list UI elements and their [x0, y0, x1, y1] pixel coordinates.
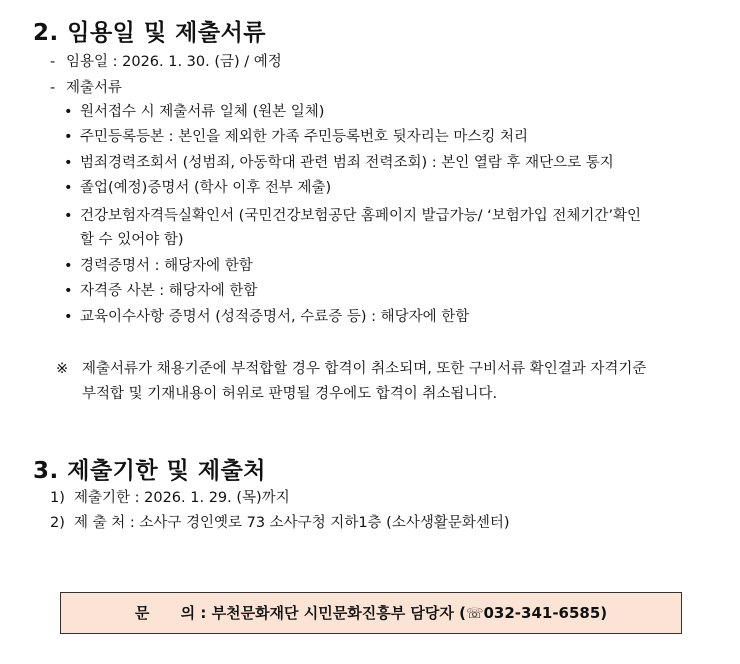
- document-list-item: [64, 178, 331, 198]
- cancellation-note: [56, 359, 646, 379]
- bullet-marker: •: [64, 104, 73, 120]
- document-text: 건강보험자격득실확인서 (국민건강보험공단 홈페이지 발급가능/ ‘보험가입 전체기간’확인: [80, 208, 642, 224]
- document-text: 교육이수사항 증명서 (성적증명서, 수료증 등) : 해당자에 한함: [80, 309, 470, 325]
- document-list-item: [64, 256, 253, 276]
- document-text: 자격증 사본 : 해당자에 한함: [80, 283, 258, 299]
- bullet-marker: •: [64, 283, 73, 299]
- bullet-marker: •: [64, 208, 73, 224]
- document-text: 원서접수 시 제출서류 일체 (원본 일체): [80, 104, 325, 120]
- document-text-continuation: 할 수 있어야 함): [80, 232, 184, 248]
- dash-marker: -: [50, 54, 56, 70]
- document-text: 경력증명서 : 해당자에 한함: [80, 258, 253, 274]
- contact-department: 부천문화재단 시민문화진흥부 담당자 (: [211, 604, 466, 622]
- appointment-date-item: [50, 52, 282, 72]
- contact-phone: 032-341-6585): [483, 604, 608, 622]
- telephone-icon: ☏: [465, 606, 484, 622]
- section-3-heading: 3. 제출기한 및 제출처: [33, 458, 267, 484]
- bullet-marker: •: [64, 129, 73, 145]
- submission-place-item: [50, 513, 510, 533]
- submission-place-text: 제 출 처 : 소사구 경인옛로 73 소사구청 지하1층 (소사생활문화센터): [74, 515, 510, 531]
- document-list-item: [64, 281, 257, 301]
- document-text: 졸업(예정)증명서 (학사 이후 전부 제출): [80, 180, 332, 196]
- note-line-1: 제출서류가 채용기준에 부적합할 경우 합격이 취소되며, 또한 구비서류 확인결과 자격기준: [82, 361, 647, 377]
- document-list-item: [64, 102, 324, 122]
- contact-line: [61, 603, 681, 624]
- section-2-heading: 2. 임용일 및 제출서류: [33, 20, 267, 46]
- deadline-item: [50, 488, 290, 508]
- appointment-date-text: 임용일 : 2026. 1. 30. (금) / 예정: [66, 54, 282, 70]
- documents-item: [50, 78, 122, 98]
- document-text: 주민등록등본 : 본인을 제외한 가족 주민등록번호 뒷자리는 마스킹 처리: [80, 129, 528, 145]
- document-list-item: [64, 127, 528, 147]
- deadline-text: 제출기한 : 2026. 1. 29. (목)까지: [74, 490, 290, 506]
- contact-box: [60, 592, 682, 634]
- bullet-marker: •: [64, 258, 73, 274]
- note-line-2: 부적합 및 기재내용이 허위로 판명될 경우에도 합격이 취소됩니다.: [82, 386, 498, 402]
- dash-marker: -: [50, 80, 56, 96]
- bullet-marker: •: [64, 309, 73, 325]
- bullet-marker: •: [64, 180, 73, 196]
- contact-separator: :: [195, 604, 212, 622]
- document-list-item: [64, 153, 614, 173]
- documents-label: 제출서류: [66, 80, 123, 96]
- document-text: 범죄경력조회서 (성범죄, 아동학대 관련 범죄 전력조회) : 본인 열람 후 재단으로 통지: [80, 155, 614, 171]
- reference-mark: ※: [56, 361, 69, 377]
- document-list-item: [64, 206, 641, 226]
- number-marker: 2): [50, 515, 65, 531]
- number-marker: 1): [50, 490, 65, 506]
- contact-label: 문 의: [134, 604, 196, 622]
- document-list-item: [64, 307, 469, 327]
- bullet-marker: •: [64, 155, 73, 171]
